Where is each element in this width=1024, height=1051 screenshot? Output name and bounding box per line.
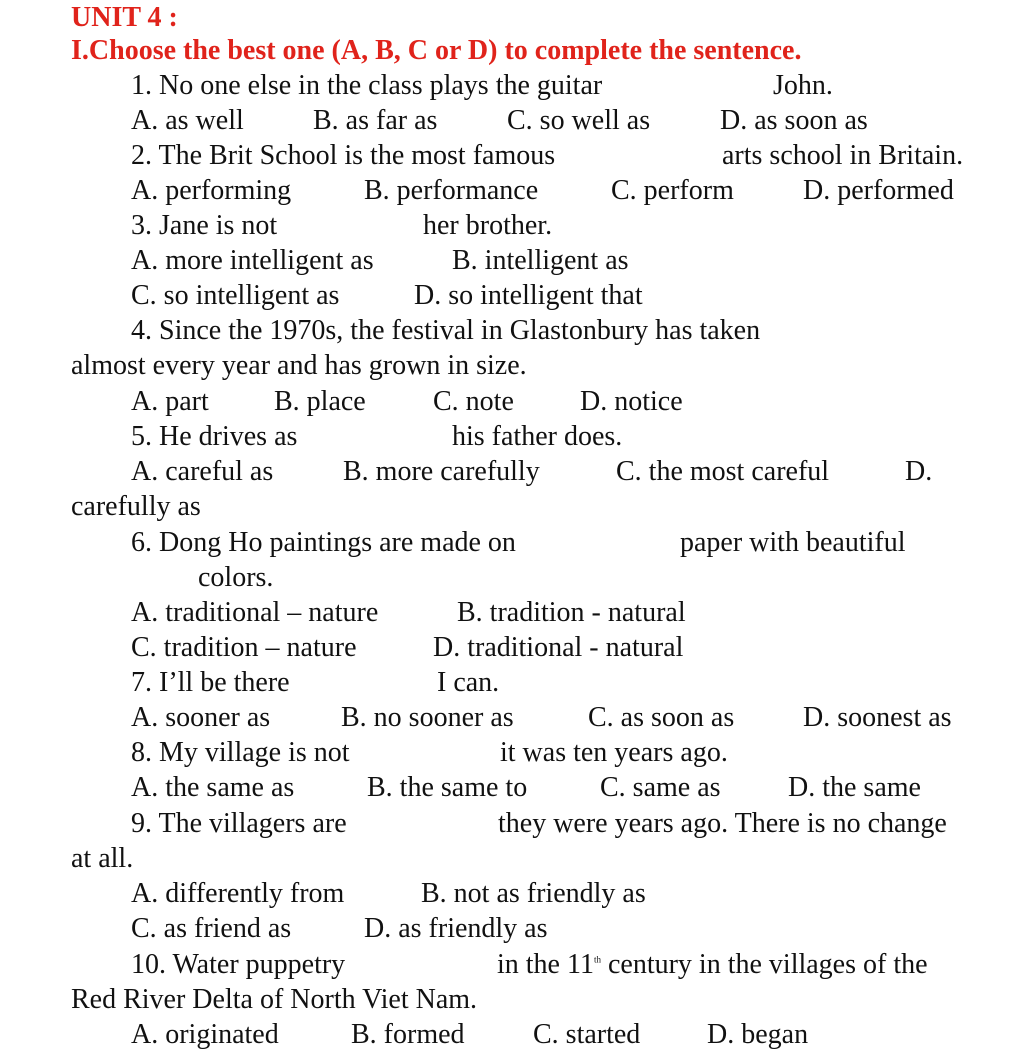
q8-option-d: D. the same bbox=[788, 772, 921, 803]
q4-option-d: D. notice bbox=[580, 386, 683, 417]
question-9-continued: at all. bbox=[71, 843, 134, 874]
question-7-end: I can. bbox=[437, 667, 500, 698]
q7-option-d: D. soonest as bbox=[803, 702, 952, 733]
instruction: I.Choose the best one (A, B, C or D) to complete the sentence. bbox=[71, 35, 802, 66]
question-8-end: it was ten years ago. bbox=[500, 737, 728, 768]
q10-option-a: A. originated bbox=[131, 1019, 279, 1050]
question-5-end: his father does. bbox=[452, 421, 623, 452]
q6-option-b: B. tradition - natural bbox=[457, 597, 686, 628]
question-2-end: arts school in Britain. bbox=[722, 140, 964, 171]
q10-option-b: B. formed bbox=[351, 1019, 465, 1050]
q2-option-b: B. performance bbox=[364, 175, 539, 206]
q7-option-a: A. sooner as bbox=[131, 702, 271, 733]
q4-option-c: C. note bbox=[433, 386, 514, 417]
q2-option-d: D. performed bbox=[803, 175, 954, 206]
question-4-continued: almost every year and has grown in size. bbox=[71, 350, 527, 381]
q1-option-a: A. as well bbox=[131, 105, 244, 136]
question-6-end: paper with beautiful bbox=[680, 527, 906, 558]
q8-option-a: A. the same as bbox=[131, 772, 295, 803]
question-7: 7. I’ll be there bbox=[131, 667, 290, 698]
question-5: 5. He drives as bbox=[131, 421, 298, 452]
q5-option-d-continued: carefully as bbox=[71, 491, 201, 522]
question-10-end-post: century in the villages of the bbox=[600, 949, 928, 980]
q10-option-c: C. started bbox=[533, 1019, 641, 1050]
q8-option-b: B. the same to bbox=[367, 772, 528, 803]
q2-option-c: C. perform bbox=[611, 175, 734, 206]
q4-option-b: B. place bbox=[274, 386, 366, 417]
q2-option-a: A. performing bbox=[131, 175, 292, 206]
unit-title: UNIT 4 : bbox=[71, 2, 178, 33]
q3-option-b: B. intelligent as bbox=[452, 245, 629, 276]
q8-option-c: C. same as bbox=[600, 772, 721, 803]
q7-option-b: B. no sooner as bbox=[341, 702, 514, 733]
q5-option-c: C. the most careful bbox=[616, 456, 830, 487]
question-4: 4. Since the 1970s, the festival in Glastonbury has taken bbox=[131, 315, 761, 346]
q5-option-a: A. careful as bbox=[131, 456, 274, 487]
q3-option-c: C. so intelligent as bbox=[131, 280, 340, 311]
q5-option-d: D. bbox=[905, 456, 933, 487]
question-6-continued: colors. bbox=[198, 562, 274, 593]
q6-option-d: D. traditional - natural bbox=[433, 632, 684, 663]
q5-option-b: B. more carefully bbox=[343, 456, 540, 487]
q7-option-c: C. as soon as bbox=[588, 702, 735, 733]
question-9-end: they were years ago. There is no change bbox=[498, 808, 947, 839]
q9-option-d: D. as friendly as bbox=[364, 913, 548, 944]
ordinal-suffix: th bbox=[593, 954, 601, 965]
question-1: 1. No one else in the class plays the guitar bbox=[131, 70, 603, 101]
question-3-end: her brother. bbox=[423, 210, 553, 241]
q10-option-d: D. began bbox=[707, 1019, 809, 1050]
question-3: 3. Jane is not bbox=[131, 210, 278, 241]
question-10-end-pre: in the 11 bbox=[497, 949, 594, 980]
question-6: 6. Dong Ho paintings are made on bbox=[131, 527, 516, 558]
question-9: 9. The villagers are bbox=[131, 808, 347, 839]
q1-option-d: D. as soon as bbox=[720, 105, 868, 136]
q1-option-c: C. so well as bbox=[507, 105, 651, 136]
q3-option-a: A. more intelligent as bbox=[131, 245, 374, 276]
question-8: 8. My village is not bbox=[131, 737, 350, 768]
q4-option-a: A. part bbox=[131, 386, 209, 417]
question-10-continued: Red River Delta of North Viet Nam. bbox=[71, 984, 478, 1015]
q6-option-a: A. traditional – nature bbox=[131, 597, 379, 628]
question-10: 10. Water puppetry bbox=[131, 949, 346, 980]
q3-option-d: D. so intelligent that bbox=[414, 280, 643, 311]
q9-option-b: B. not as friendly as bbox=[421, 878, 646, 909]
q9-option-c: C. as friend as bbox=[131, 913, 292, 944]
question-1-end: John. bbox=[773, 70, 833, 101]
q9-option-a: A. differently from bbox=[131, 878, 345, 909]
question-2: 2. The Brit School is the most famous bbox=[131, 140, 556, 171]
q1-option-b: B. as far as bbox=[313, 105, 438, 136]
q6-option-c: C. tradition – nature bbox=[131, 632, 357, 663]
question-10-end bbox=[497, 951, 928, 979]
